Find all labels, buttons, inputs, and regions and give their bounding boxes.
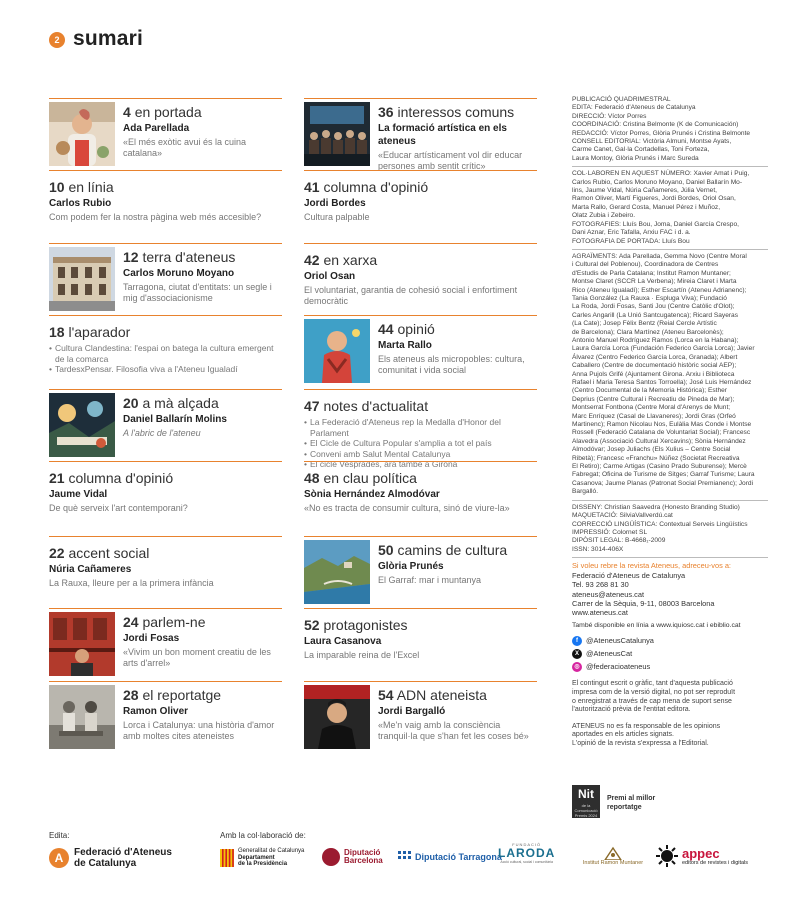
institut-ramon-muntaner-logo[interactable]: Institut Ramon Muntaner (582, 846, 644, 866)
acknowledgements: AGRAÏMENTS: Ada Parellada, Gemma Novo (Centre Moral i Cultural del Poblenou), Coordinadora de Centres d'Estudis de Parla Catalana; Institut Ramon Muntaner; Montse Claret (SCCR La Verbena); Mireia Claret i Marta Rico (Ateneu Igualadí); Esther Escartín (Ateneu Adrianenc); Tania González (La Rauxa · Espluga Viva); Fundació La Roda, Jordi Fosas, Santi Jou (Centre Catòlic d'Olot); Carles Angarill (La Unió Santcugatenca); Ricard Sayeras (La Cate); Josep Fèlix Bentz (Reial Cercle Artístic de Barcelona); Clara Martínez (Ateneu Barcelonès); Antonio Manuel Rodríguez Ramos (Lorca en la Habana); Laura García Lorca (Fundación Federico García Lorca); Javier Álvarez (Centro Federico García Lorca, Granada); Albert Caballero (Centre de documentació històric social AEP); Anna Pujols Grifé (Ajuntament Girona. Arxiu i Biblioteca Rafael i Maria Teresa Santos Torroella); José Luis Hernández (Centro Documental de la Memoria Histórica); Esther Deprius (Centre Cultural i Recreatiu de Pineda de Mar); Montserrat Fontbona (Centre Moral d'Arenys de Munt; Marc Enríquez (Casal de Llavaneres); Jordi Gras (Orfeó Martinenc); Ramon Nicolau Nos, Eulàlia Mas Conde i Montse Rossell (Federació Catalana de Voluntariat Social); Francesc Alavedra (Associació Cultural Xercavins); Sònia Hernández Almodóvar; Josep Juliachs (Els Xulius – Centre Social Ribetà); Francesc «Franchu» Núñez (Societat Recreativa El Retiro); Carme Artigas (Casino Prado Suburense); Mercè Fabregat; Oficina de Turisme de Sitges; Garraf Turisme; Laura Casanova; Jaume Planas (Patronat Social Premianenc); Jordi Bargalló. (572, 252, 755, 496)
description: Lorca i Catalunya: una història d'amor amb moltes cites ateneistes (123, 720, 275, 741)
author: Daniel Ballarín Molins (123, 414, 227, 425)
author: Carlos Rubio (49, 198, 112, 209)
disclaimer-notice: ATENEUS no es fa responsable de les opinions aportades en els articles signats. L'opinió de la revista s'expressa a l'Editorial. (572, 722, 721, 747)
award-label: Premi al millor reportatge (607, 795, 656, 811)
toc-entry-50[interactable]: 50 camins de cultura Glòria Prunés El Garraf: mar i muntanya (304, 536, 537, 606)
reportatge-photo (49, 685, 115, 749)
author: Marta Rallo (378, 340, 432, 351)
description: El Garraf: mar i muntanya (378, 575, 482, 585)
toc-entry-4[interactable]: 4 en portada Ada Parellada «El més exòtic avui és la cuina catalana» (49, 98, 282, 168)
facebook-icon: f (572, 636, 582, 646)
list-item[interactable]: • Cultura Clandestina: l'espai on batega la cultura emergent de la comarca (49, 343, 282, 364)
senyera-icon (220, 849, 234, 867)
toc-entry-41[interactable]: 41 columna d'opinió Jordi Bordes Cultura palpable (304, 170, 537, 240)
appec-burst-icon (656, 845, 678, 867)
list-item[interactable]: • La Federació d'Ateneus rep la Medalla d'Honor del Parlament (304, 417, 537, 438)
production-credits: DISSENY: Christian Saavedra (Honesto Branding Studio) MAQUETACIÓ: SilviaVallverdú.cat CORRECCIÓ LINGÜÍSTICA: Contextual Serveis Lingüístics IMPRESSIÓ: Colornet SL DIPÒSIT LEGAL: B-4668₁-2009 ISSN: 3014-406X (572, 503, 748, 553)
description: Tarragona, ciutat d'entitats: un segle i mig d'associacionisme (123, 282, 272, 303)
contact-address: Carrer de la Sèquia, 9-11, 08003 Barcelona (572, 598, 715, 608)
nit-comunicacio-logo: Nit de la Comunicació Premis 2024 (572, 785, 600, 818)
copyright-notice: El contingut escrit o gràfic, tant d'aquesta publicació impresa com de la versió digital, no pot ser reproduït o enregistrat a través de cap mena de suport sense l'autorització prèvia de l'entitat editora. (572, 680, 736, 714)
author: Oriol Osan (304, 271, 356, 282)
author: Glòria Prunés (378, 561, 444, 572)
page-title: sumari (73, 27, 144, 50)
toc-entry-24[interactable]: 24 parlem-ne Jordi Fosas «Vivim un bon moment creatiu de les arts d'arrel» (49, 608, 282, 678)
parlemne-photo (49, 612, 115, 676)
list-item[interactable]: • El Cicle de Cultura Popular s'amplia a tot el país (304, 438, 537, 449)
toc-entry-10[interactable]: 10 en línia Carlos Rubio Com podem fer la nostra pàgina web més accesible? (49, 170, 282, 240)
toc-entry-48[interactable]: 48 en clau política Sònia Hernández Almodóvar «No es tracta de consumir cultura, sinó de viure-la» (304, 461, 537, 531)
appec-logo[interactable]: appec editors de revistes i digitals (656, 845, 748, 867)
author: Jordi Bargalló (378, 706, 446, 717)
toc-entry-28[interactable]: 28 el reportatge Ramon Oliver Lorca i Catalunya: una història d'amor amb moltes cites ateneistes (49, 681, 282, 751)
toc-entry-21[interactable]: 21 columna d'opinió Jaume Vidal De què serveix l'art contemporani? (49, 461, 282, 531)
edita-label: Edita: (49, 831, 70, 840)
author: Laura Casanova (304, 636, 382, 647)
description: «Vivim un bon moment creatiu de les arts d'arrel» (123, 647, 271, 668)
opinion-illustration (304, 319, 370, 383)
description: De què serveix l'art contemporani? (49, 503, 188, 513)
federacio-ateneus-logo[interactable]: A Federació d'Ateneus de Catalunya (49, 847, 172, 869)
irm-emblem-icon (603, 846, 623, 860)
description: «Educar artísticament vol dir educar persones amb sentit crític» (378, 150, 523, 171)
author: Núria Cañameres (49, 564, 132, 575)
description: Com podem fer la nostra pàgina web més accesible? (49, 212, 262, 222)
toc-entry-36[interactable]: 36 interessos comuns La formació artística en els ateneus «Educar artísticament vol dir educar persones amb sentit crític» (304, 98, 537, 168)
social-handle: @federacioateneus (586, 662, 651, 672)
audience-photo (304, 102, 370, 166)
author: Jordi Bordes (304, 198, 366, 209)
page-number-badge: 2 (49, 32, 65, 48)
toc-entry-54[interactable]: 54 ADN ateneista Jordi Bargalló «Me'n vaig amb la consciència tranquil·la que s'han fet les coses bé» (304, 681, 537, 751)
contact-email[interactable]: ateneus@ateneus.cat (572, 589, 645, 599)
description: «Me'n vaig amb la consciència tranquil·la que s'han fet les coses bé» (378, 720, 529, 741)
illustration-thumbnail (49, 393, 115, 457)
garraf-coast-photo (304, 540, 370, 604)
toc-entry-18[interactable]: 18 l'aparador • Cultura Clandestina: l'espai on batega la cultura emergent de la comarca • TardesxPensar. Filosofia viva a l'Ateneu Igualadí (49, 315, 282, 387)
credits-column (572, 96, 768, 749)
x-icon: X (572, 649, 582, 659)
instagram-icon: ◎ (572, 662, 582, 672)
contact-phone[interactable]: Tel. 93 268 81 30 (572, 580, 629, 590)
aparador-list (49, 343, 282, 375)
contact-web-link[interactable]: www.ateneus.cat (572, 607, 628, 617)
toc-entry-42[interactable]: 42 en xarxa Oriol Osan El voluntariat, garantia de cohesió social i enfortiment democràtic (304, 243, 537, 313)
collaboration-label: Amb la col·laboració de: (220, 831, 306, 840)
subscribe-heading: Si voleu rebre la revista Ateneus, adreceu-vos a: (572, 561, 731, 571)
digital-availability: També disponible en línia a www.iquiosc.cat i ebiblio.cat (572, 622, 741, 630)
description: A l'abric de l'ateneu (123, 428, 201, 438)
toc-entry-22[interactable]: 22 accent social Núria Cañameres La Rauxa, lleure per a la primera infància (49, 536, 282, 606)
toc-entry-52[interactable]: 52 protagonistes Laura Casanova La imparable reina de l'Excel (304, 608, 537, 678)
generalitat-logo[interactable]: Generalitat de Catalunya Departament de la Presidència (220, 848, 304, 868)
author: La formació artística en els ateneus (378, 123, 507, 147)
masthead: PUBLICACIÓ QUADRIMESTRAL EDITA: Federació d'Ateneus de Catalunya DIRECCIÓ: Víctor Porres COORDINACIÓ: Cristina Belmonte (K de Comunicación) REDACCIÓ: Víctor Porres, Glòria Prunés i Cristina Belmonte CONSELL EDITORIAL: Victòria Almuni, Montse Ayats, Carme Canet, Gal·la Cortadellas, Toni Forteza, Laura Montoy, Glòria Prunés i Marc Sureda (572, 96, 751, 162)
diputacio-tarragona-icon (398, 851, 412, 863)
diputacio-barcelona-logo[interactable]: Diputació Barcelona (322, 848, 383, 866)
toc-entry-47[interactable]: 47 notes d'actualitat • La Federació d'Ateneus rep la Medalla d'Honor del Parlament • El Cicle de Cultura Popular s'amplia a tot el país • Conveni amb Salut Mental Catalunya • El cicle Vesprades, ara també a Girona (304, 389, 537, 459)
description: «El més exòtic avui és la cuina catalana» (123, 137, 247, 158)
author: Jordi Fosas (123, 633, 180, 644)
author: Jaume Vidal (49, 489, 108, 500)
social-handle: @AteneusCat (586, 649, 633, 659)
cover-photo-thumbnail (49, 102, 115, 166)
social-facebook[interactable] (572, 636, 768, 646)
adn-portrait-photo (304, 685, 370, 749)
author: Carlos Moruno Moyano (123, 268, 235, 279)
contact-name: Federació d'Ateneus de Catalunya (572, 571, 686, 581)
list-item[interactable]: • Conveni amb Salut Mental Catalunya (304, 449, 537, 460)
author: Ada Parellada (123, 123, 190, 134)
award-badge (572, 785, 772, 819)
social-handle: @AteneusCatalunya (586, 636, 654, 646)
description: El voluntariat, garantia de cohesió social i enfortiment democràtic (304, 285, 518, 306)
author: Sònia Hernández Almodóvar (304, 489, 440, 500)
collaborators: COL·LABOREN EN AQUEST NÚMERO: Xavier Amat i Puig, Carlos Rubio, Carlos Moruno Moyano, Daniel Ballarín Mo- lins, Jaume Vidal, Núria Cañameres, Júlia Vernet, Ramon Oliver, Martí Figueres, Jordi Bordes, Oriol Osan, Marta Rallo, Gerard Costa, Manuel Pérez i Muñoz, Olatz Zubia i Zebeiro. FOTOGRAFIES: Lluís Bou, Joma, Daniel García Crespo, Dani Aznar, Eric Tafalla, Arxiu FAC i d. a. FOTOGRAFIA DE PORTADA: Lluís Bou (572, 170, 750, 245)
diputacio-tarragona-logo[interactable]: Diputació Tarragona (398, 851, 502, 863)
social-x[interactable] (572, 649, 768, 659)
tarragona-building-photo (49, 247, 115, 311)
list-item[interactable]: • TardesxPensar. Filosofia viva a l'Ateneu Igualadí (49, 364, 282, 375)
description: Cultura palpable (304, 212, 370, 222)
fundacio-laroda-logo[interactable]: FUNDACIÓ LARODA Acció cultural, social i comunitària (498, 842, 556, 864)
diputacio-barcelona-icon (322, 848, 340, 866)
social-instagram[interactable] (572, 662, 768, 672)
list-item[interactable]: • El cicle Vesprades, ara també a Girona (304, 459, 537, 470)
description: La imparable reina de l'Excel (304, 650, 420, 660)
toc-entry-44[interactable]: 44 opinió Marta Rallo Els ateneus als micropobles: cultura, comunitat i vida social (304, 315, 537, 387)
description: La Rauxa, lleure per a la primera infància (49, 578, 214, 588)
ateneus-a-icon: A (49, 848, 69, 868)
toc-entry-20[interactable]: 20 a mà alçada Daniel Ballarín Molins A l'abric de l'ateneu (49, 389, 282, 459)
author: Ramon Oliver (123, 706, 189, 717)
description: Els ateneus als micropobles: cultura, comunitat i vida social (378, 354, 525, 375)
description: «No es tracta de consumir cultura, sinó de viure-la» (304, 503, 510, 513)
toc-entry-12[interactable]: 12 terra d'ateneus Carlos Moruno Moyano Tarragona, ciutat d'entitats: un segle i mig d'associacionisme (49, 243, 282, 313)
